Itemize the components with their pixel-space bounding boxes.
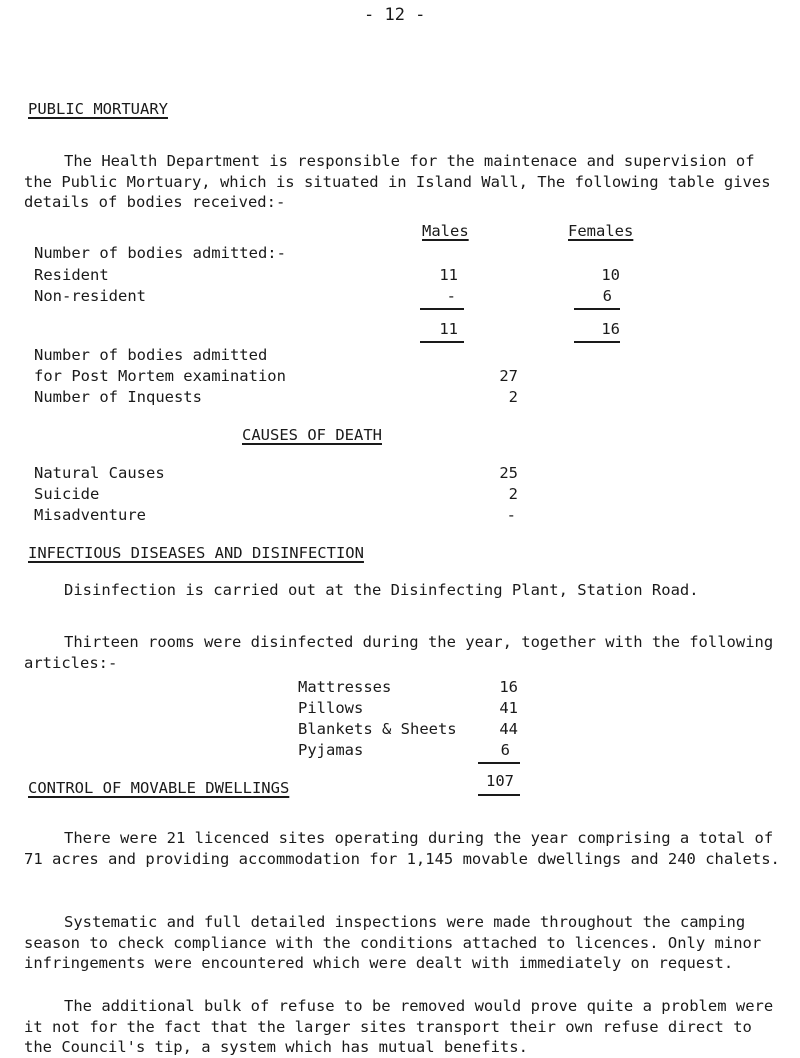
article-label-blankets: Blankets & Sheets — [298, 720, 457, 738]
dwellings-paragraph-sites: There were 21 licenced sites operating during the year comprising a total of 71 acres and providing accommodation for 1,145 movable dwellings and 240 chalets. — [24, 829, 780, 868]
column-header-females: Females — [568, 222, 634, 240]
non-resident-males-value: - — [446, 287, 456, 305]
inquests-label: Number of Inquests — [34, 388, 202, 406]
causes-of-death-heading: CAUSES OF DEATH — [242, 426, 382, 444]
row-label-resident: Resident — [34, 266, 109, 284]
page-number: - 12 - — [364, 5, 426, 25]
subtotal-rule-females — [574, 308, 620, 310]
inquests-value: 2 — [508, 388, 518, 406]
total-rule-females — [574, 341, 620, 343]
dwellings-paragraph-refuse: The additional bulk of refuse to be removed would prove quite a problem were it not for the fact that the larger sites transport their own refuse direct to the Council's tip, a system which has mutual benefits. — [24, 997, 774, 1056]
section-heading-infectious: INFECTIOUS DISEASES AND DISINFECTION — [28, 544, 364, 562]
dwellings-paragraph-inspections: Systematic and full detailed inspections were made throughout the camping season to check compliance with the conditions attached to licences. Only minor infringements were encountered which were dealt with immediately on request. — [24, 913, 762, 972]
resident-males-value: 11 — [439, 266, 458, 284]
article-label-pyjamas: Pyjamas — [298, 741, 364, 759]
cause-label-suicide: Suicide — [34, 485, 100, 503]
article-value-pillows: 41 — [499, 699, 518, 717]
cause-label-misadventure: Misadventure — [34, 506, 146, 524]
cause-value-suicide: 2 — [508, 485, 518, 503]
article-value-blankets: 44 — [499, 720, 518, 738]
column-header-males: Males — [422, 222, 469, 240]
article-value-pyjamas: 6 — [500, 741, 510, 759]
article-label-mattresses: Mattresses — [298, 678, 392, 696]
articles-subtotal-rule — [478, 762, 520, 764]
cause-value-misadventure: - — [506, 506, 516, 524]
disinfection-paragraph: Disinfection is carried out at the Disinfecting Plant, Station Road. — [64, 581, 699, 599]
resident-females-value: 10 — [601, 266, 620, 284]
cause-label-natural: Natural Causes — [34, 464, 165, 482]
subtotal-rule-males — [420, 308, 464, 310]
rooms-paragraph: Thirteen rooms were disinfected during the year, together with the following articles:- — [24, 633, 774, 672]
total-males-value: 11 — [439, 320, 458, 338]
section-heading-dwellings: CONTROL OF MOVABLE DWELLINGS — [28, 779, 290, 797]
total-females-value: 16 — [601, 320, 620, 338]
articles-total-rule — [478, 794, 520, 796]
cause-value-natural: 25 — [499, 464, 518, 482]
mortuary-intro: The Health Department is responsible for the maintenace and supervision of the Public Mortuary, which is situated in Island Wall, The following table gives details of bodies received:- — [24, 152, 771, 211]
post-mortem-label-line-1: Number of bodies admitted — [34, 346, 268, 364]
article-value-mattresses: 16 — [499, 678, 518, 696]
total-rule-males — [420, 341, 464, 343]
section-heading-mortuary: PUBLIC MORTUARY — [28, 100, 168, 118]
articles-total-value: 107 — [486, 772, 514, 790]
non-resident-females-value: 6 — [602, 287, 612, 305]
post-mortem-label-line-2: for Post Mortem examination — [34, 367, 286, 385]
post-mortem-value: 27 — [499, 367, 518, 385]
article-label-pillows: Pillows — [298, 699, 364, 717]
row-label-non-resident: Non-resident — [34, 287, 146, 305]
admitted-label: Number of bodies admitted:- — [34, 244, 286, 262]
